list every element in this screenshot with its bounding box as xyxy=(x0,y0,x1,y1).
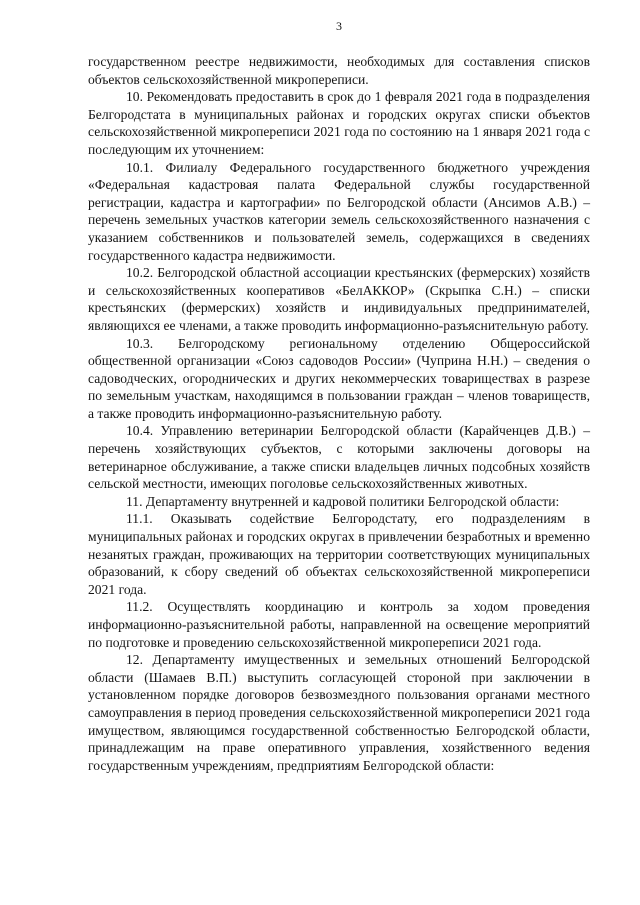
paragraph: 10. Рекомендовать предоставить в срок до 1 февраля 2021 года в подразделения Белгородстата в муниципальных районах и городских округах списки объектов сельскохозяйственной микропереписи 2021 года по состоянию на 1 января 2021 года с последующим их уточнением: xyxy=(88,89,590,157)
page-number: 3 xyxy=(336,19,342,33)
paragraph: 11. Департаменту внутренней и кадровой политики Белгородской области: xyxy=(126,493,560,509)
paragraph: 10.2. Белгородской областной ассоциации крестьянских (фермерских) хозяйств и сельскохозяйственных кооперативов «БелАККОР» (Скрыпка С.Н.) – списки крестьянских (фермерских) хозяйств и индивидуальных предпринимателей, являющихся ее членами, а также проводить информационно-разъяснительную работу. xyxy=(88,265,590,333)
paragraph: 10.4. Управлению ветеринарии Белгородской области (Карайченцев Д.В.) – перечень хозяйствующих субъектов, с которыми заключены договоры на ветеринарное обслуживание, а также списки владельцев личных подсобных хозяйств сельской местности, имеющих поголовье сельскохозяйственных животных. xyxy=(88,423,590,492)
document-body xyxy=(88,53,590,774)
paragraph: 10.3. Белгородскому региональному отделению Общероссийской общественной организации «Союз садоводов России» (Чуприна Н.Н.) – сведения о садоводческих, огороднических и других некоммерческих товариществах в разрезе по земельным участкам, находящимся в пользовании граждан – членов товариществ, а также проводить информационно-разъяснительную работу. xyxy=(88,335,590,421)
paragraph: 12. Департаменту имущественных и земельных отношений Белгородской области (Шамаев В.П.) выступить согласующей стороной при заключении в установленном порядке договоров безвозмездного пользования органами местного самоуправления в период проведения сельскохозяйственной микропереписи 2021 года имуществом, являющимся государственной собственностью Белгородской области, принадлежащим на праве оперативного управления, хозяйственного ведения государственным учреждениям, предприятиям Белгородской области: xyxy=(88,652,591,773)
paragraph: 10.1. Филиалу Федерального государственного бюджетного учреждения «Федеральная кадастровая палата Федеральной службы государственной регистрации, кадастра и картографии» по Белгородской области (Ансимов А.В.) – перечень земельных участков категории земель сельскохозяйственного назначения с указанием собственников и пользователей земель, содержащихся в сведениях государственного кадастра недвижимости. xyxy=(88,159,590,263)
paragraph: государственном реестре недвижимости, необходимых для составления списков объектов сельскохозяйственной микропереписи. xyxy=(88,54,590,87)
paragraph: 11.1. Оказывать содействие Белгородстату, его подразделениям в муниципальных районах и городских округах в привлечении безработных и временно незанятых граждан, проживающих на территории соответствующих муниципальных образований, к сбору сведений об объектах сельскохозяйственной микропереписи 2021 года. xyxy=(88,511,590,597)
paragraph: 11.2. Осуществлять координацию и контроль за ходом проведения информационно-разъяснительной работы, направленной на освещение мероприятий по подготовке и проведению сельскохозяйственной микропереписи 2021 года. xyxy=(88,599,590,650)
